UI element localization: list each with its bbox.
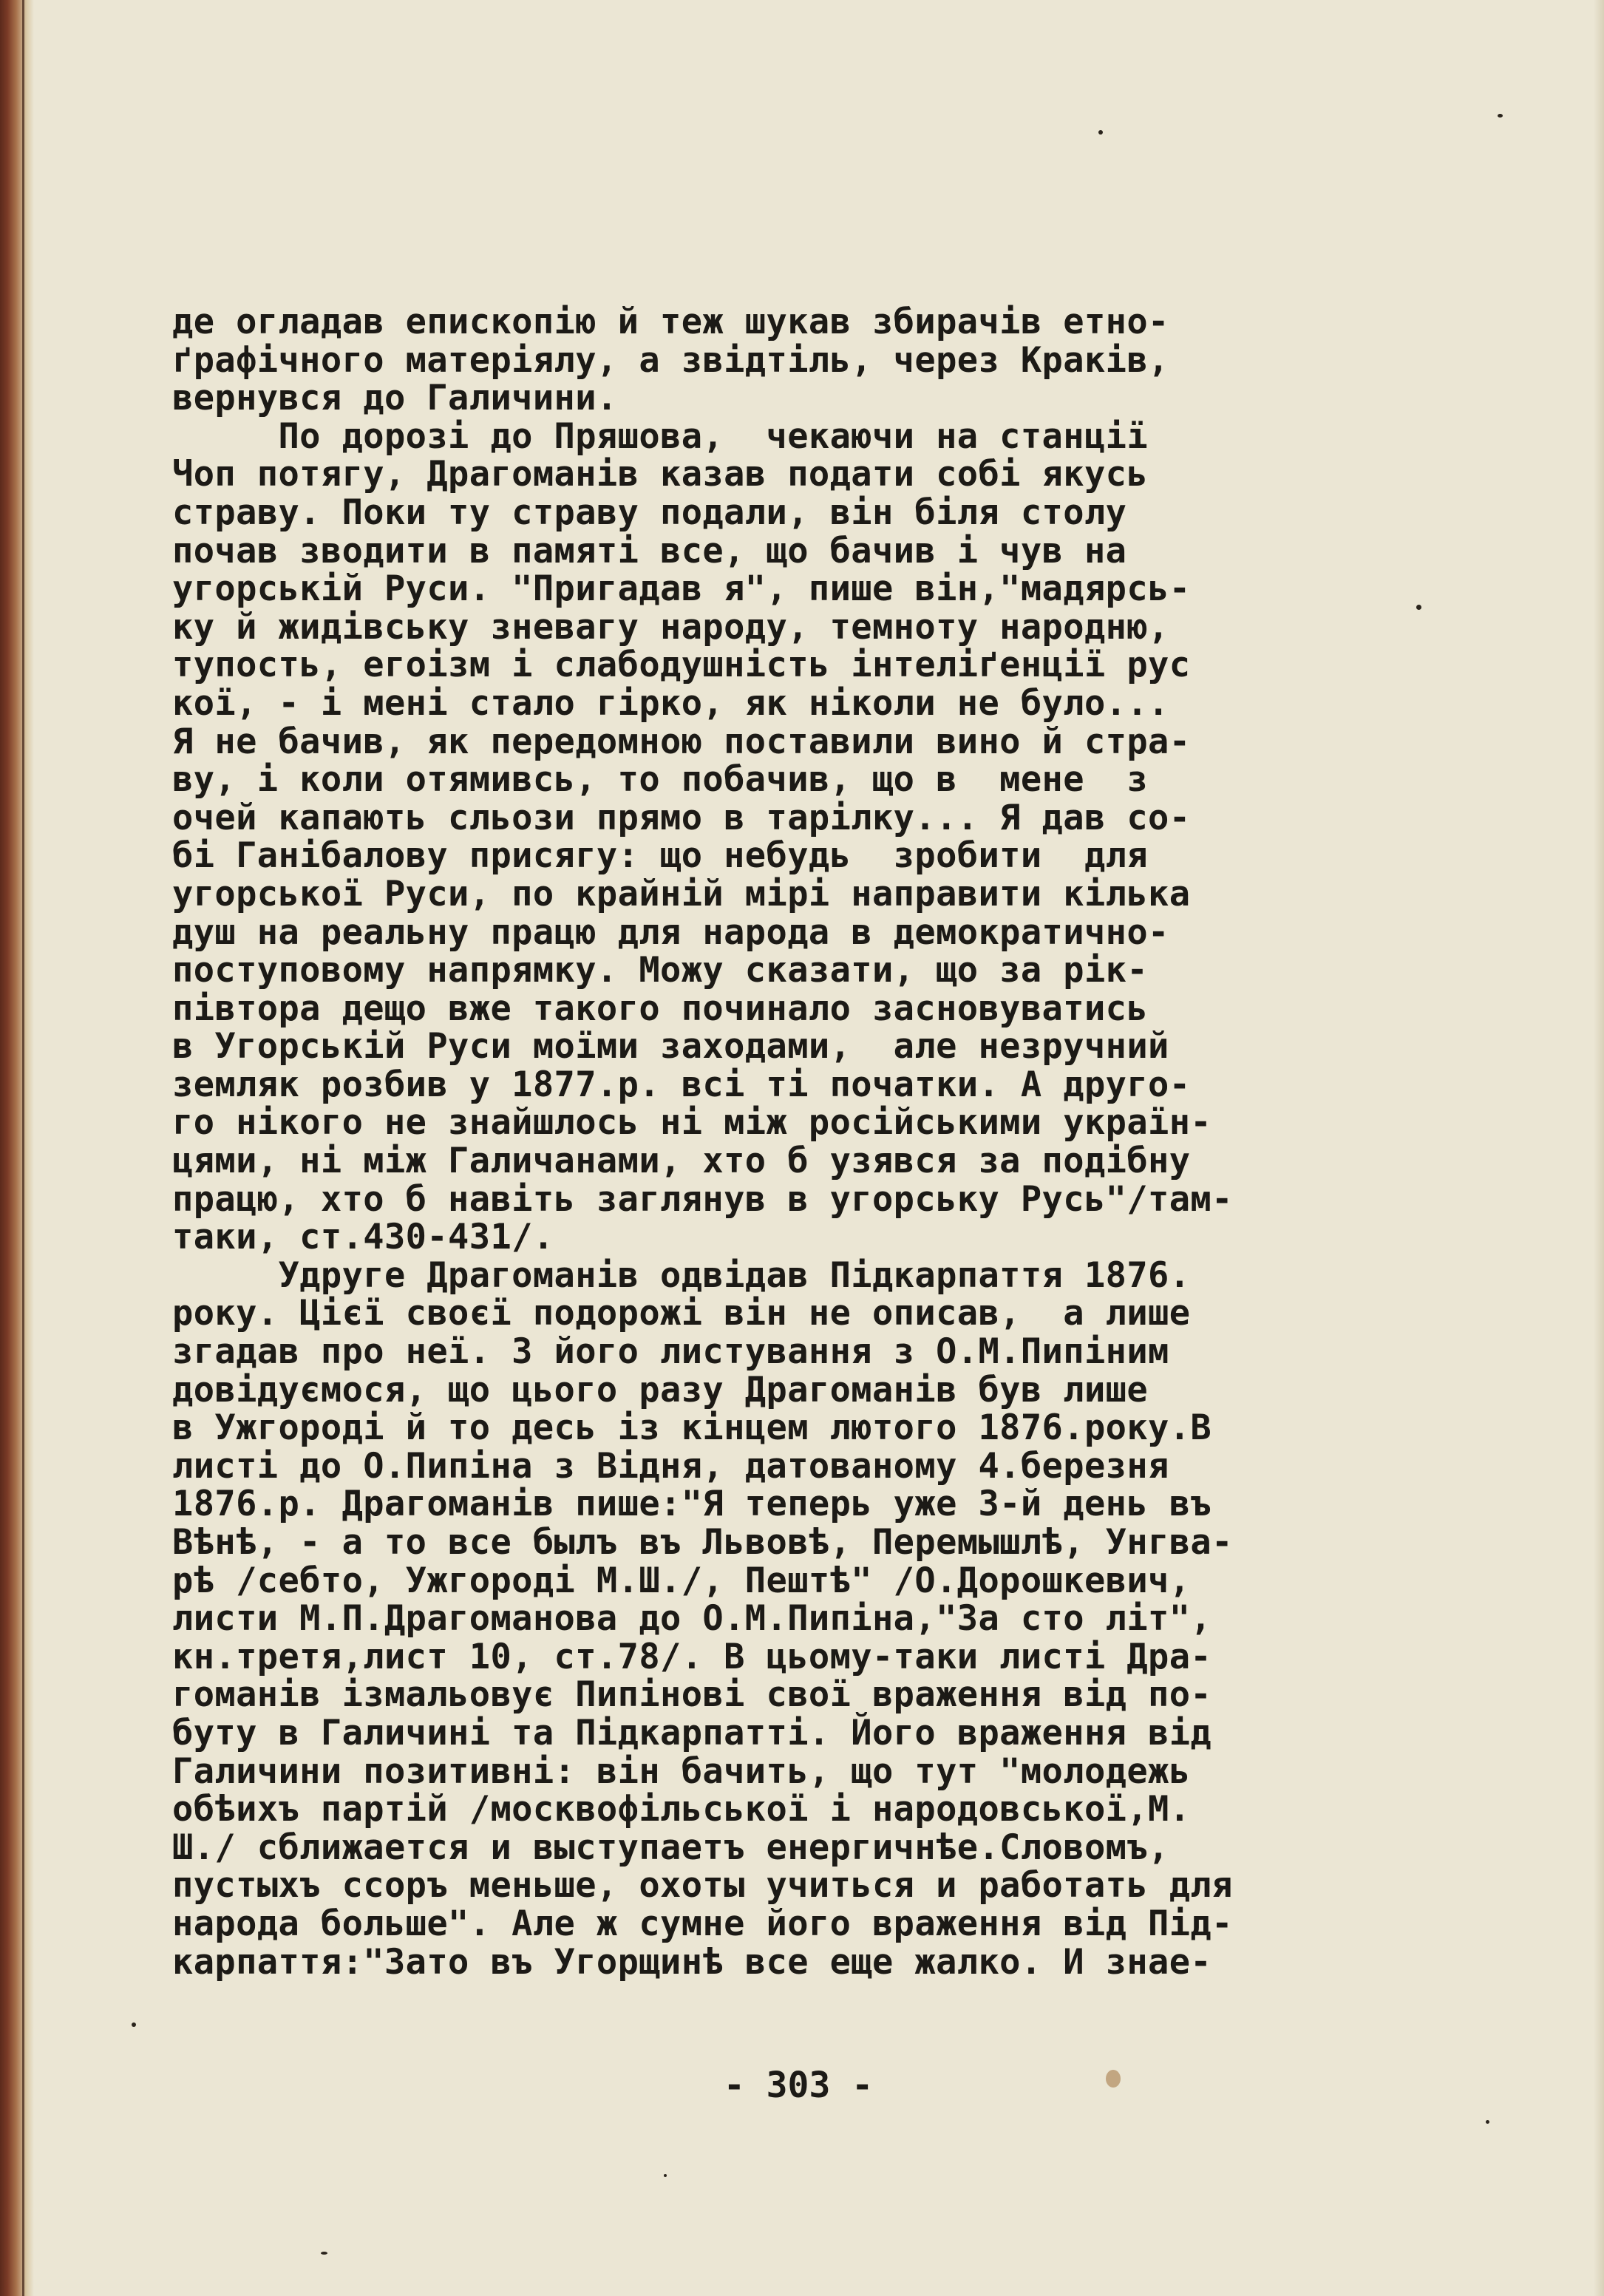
text-line: Ш./ сближается и выступаетъ енергичнѣе.Словомъ, xyxy=(172,1827,1169,1868)
text-line: бі Ганібалову присягу: що небудь зробити для xyxy=(172,835,1149,877)
book-binding-edge xyxy=(0,0,34,2296)
text-line: угорської Руси, по крайній мірі направити кілька xyxy=(172,873,1191,914)
text-line: в Угорській Руси моїми заходами, але незручний xyxy=(172,1026,1169,1067)
text-line: го нікого не знайшлось ні між російськими україн- xyxy=(172,1102,1212,1144)
text-line: По дорозі до Пряшова, чекаючи на станції xyxy=(172,415,1149,457)
text-line: Удруге Драгоманів одвідав Підкарпаття 1876. xyxy=(172,1254,1191,1296)
page-number: - 303 - xyxy=(723,2065,874,2106)
text-line: ву, і коли отямивсь, то побачив, що в мене з xyxy=(172,759,1149,801)
text-line: почав зводити в памяті все, що бачив і чув на xyxy=(172,530,1127,571)
paper-speck xyxy=(1098,130,1103,135)
text-line: листі до О.Пипіна з Відня, датованому 4.березня xyxy=(172,1445,1169,1487)
text-line: поступовому напрямку. Можу сказати, що за рік- xyxy=(172,950,1149,991)
text-line: згадав про неї. З його листування з О.М.Пипіним xyxy=(172,1331,1169,1373)
text-line: цями, ні між Галичанами, хто б узявся за подібну xyxy=(172,1141,1191,1182)
text-line: листи М.П.Драгоманова до О.М.Пипіна,"За сто літ", xyxy=(172,1598,1212,1640)
text-line: гоманів ізмальовує Пипінові свої враження від по- xyxy=(172,1674,1212,1716)
text-line: ґрафічного матеріялу, а звідтіль, через Краків, xyxy=(172,339,1169,381)
text-line: Я не бачив, як передомною поставили вино й стра- xyxy=(172,721,1191,762)
text-line: тупость, егоізм і слабодушність інтеліґенції рус xyxy=(172,645,1191,686)
text-line: кої, - і мені стало гірко, як ніколи не було... xyxy=(172,682,1169,724)
text-line: Чоп потягу, Драгоманів казав подати собі якусь xyxy=(172,454,1149,495)
text-line: 1876.р. Драгоманів пише:"Я теперь уже 3-й день въ xyxy=(172,1484,1212,1525)
text-line: півтора дещо вже такого починало засновуватись xyxy=(172,988,1149,1029)
text-line: угорській Руси. "Пригадав я", пише він,"мадярсь- xyxy=(172,568,1191,610)
text-line: обѣихъ партій /москвофільської і народовської,М. xyxy=(172,1789,1191,1830)
text-line: ку й жидівську зневагу народу, темноту народню, xyxy=(172,606,1169,648)
text-line: в Ужгороді й то десь із кінцем лютого 1876.року.В xyxy=(172,1407,1212,1449)
text-line: де огладав епископію й теж шукав збирачів етно- xyxy=(172,302,1169,342)
paper-speck xyxy=(1498,114,1503,118)
text-line: Галичини позитивні: він бачить, що тут "молодежь xyxy=(172,1750,1191,1792)
paper-speck xyxy=(1416,605,1421,610)
page-right-edge xyxy=(1594,0,1604,2296)
text-line: кн.третя,лист 10, ст.78/. В цьому-таки листі Дра- xyxy=(172,1636,1212,1677)
text-line: року. Цієї своєї подорожі він не описав, а лише xyxy=(172,1293,1191,1334)
text-line: працю, хто б навіть заглянув в угорську Русь"/там- xyxy=(172,1178,1233,1220)
typewritten-text-body xyxy=(172,303,1399,1981)
text-line: душ на реальну працю для народа в демократично- xyxy=(172,911,1169,953)
text-line: довідуємося, що цього разу Драгоманів був лише xyxy=(172,1369,1149,1410)
text-line: таки, ст.430-431/. xyxy=(172,1217,554,1258)
paper-speck xyxy=(321,2252,327,2255)
text-line: Вѣнѣ, - а то все былъ въ Львовѣ, Перемышлѣ, Унгва- xyxy=(172,1522,1233,1563)
binding-fold-line xyxy=(22,0,24,2296)
paper-speck xyxy=(132,2022,136,2027)
text-line: рѣ /себто, Ужгороді М.Ш./, Пештѣ" /О.Дорошкевич, xyxy=(172,1560,1191,1601)
text-line: пустыхъ ссоръ меньше, охоты учиться и работать для xyxy=(172,1865,1233,1906)
paper-speck xyxy=(1486,2120,1489,2124)
paper-stain xyxy=(1106,2070,1121,2088)
text-line: вернувся до Галичини. xyxy=(172,378,618,419)
text-line: карпаття:"Зато въ Угорщинѣ все еще жалко. И знае- xyxy=(172,1941,1212,1983)
text-line: земляк розбив у 1877.р. всі ті початки. А друго- xyxy=(172,1064,1191,1105)
text-line: буту в Галичині та Підкарпатті. Його враження від xyxy=(172,1712,1212,1753)
paper-speck xyxy=(664,2174,667,2177)
text-line: очей капають сльози прямо в тарілку... Я дав со- xyxy=(172,797,1191,838)
text-line: народа больше". Але ж сумне його враження від Під- xyxy=(172,1903,1233,1944)
text-line: страву. Поки ту страву подали, він біля столу xyxy=(172,492,1127,533)
